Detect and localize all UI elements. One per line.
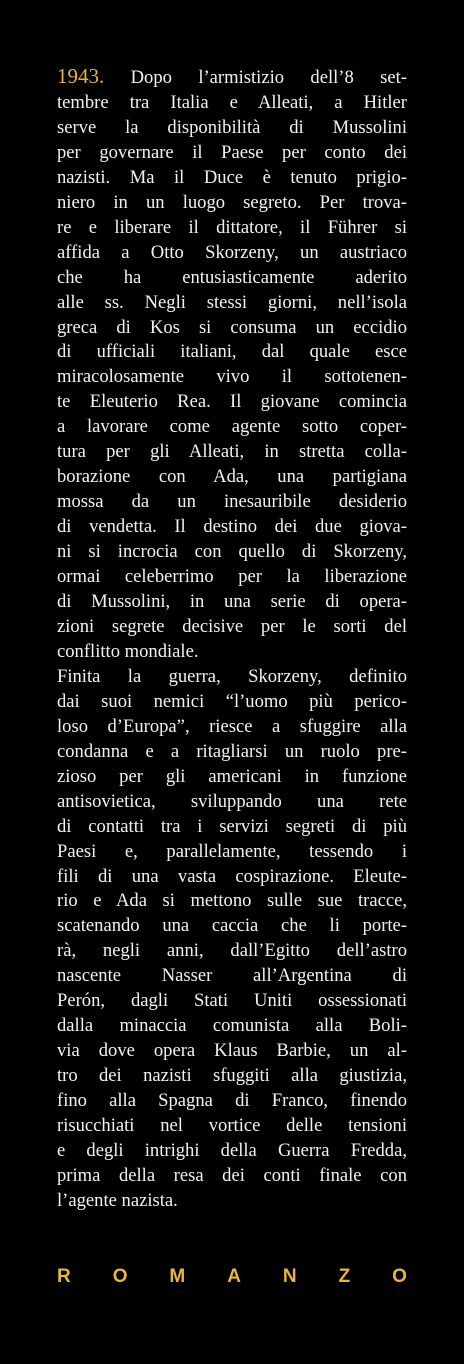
synopsis-line: di ufficiali italiani, dal quale esce [57,341,407,363]
synopsis-line: zioso per gli americani in funzione [57,765,407,787]
synopsis-line: re e liberare il dittatore, il Führer si [57,216,407,238]
year-label: 1943. [57,64,105,88]
synopsis-line: conflitto mondiale. [57,640,199,662]
synopsis-line: di Mussolini, in una serie di opera- [57,591,407,613]
synopsis-paragraph-2 [57,665,407,1214]
genre-letter: O [112,1266,128,1287]
synopsis-line: serve la disponibilità di Mussolini [57,116,407,138]
synopsis-line: miracolosamente vivo il sottotenen- [57,366,407,388]
synopsis-line: greca di Kos si consuma un eccidio [57,316,407,338]
synopsis-line: loso d’Europa”, riesce a sfuggire alla [57,715,407,737]
synopsis-line: condanna e a ritagliarsi un ruolo pre- [57,740,407,762]
synopsis-line: nazisti. Ma il Duce è tenuto prigio- [57,166,407,188]
synopsis-line: antisovietica, sviluppando una rete [57,790,407,812]
synopsis-line: di contatti tra i servizi segreti di più [57,815,407,837]
synopsis-paragraph-1 [57,64,407,665]
synopsis-line: zioni segrete decisive per le sorti del [57,615,407,637]
synopsis-line: tro dei nazisti sfuggiti alla giustizia, [57,1065,407,1087]
synopsis-line: nascente Nasser all’Argentina di [57,965,407,987]
synopsis-line: Finita la guerra, Skorzeny, definito [57,665,407,687]
synopsis-line: e degli intrighi della Guerra Fredda, [57,1139,407,1161]
synopsis-line: risucchiati nel vortice delle tensioni [57,1115,407,1137]
synopsis-line: tembre tra Italia e Alleati, a Hitler [57,91,407,113]
synopsis-line: affida a Otto Skorzeny, un austriaco [57,241,407,263]
synopsis-line: Perón, dagli Stati Uniti ossessionati [57,990,407,1012]
genre-letter: Z [338,1266,351,1287]
synopsis-line: ormai celeberrimo per la liberazione [57,566,407,588]
synopsis-line: prima della resa dei conti finale con [57,1164,407,1186]
synopsis-line: mossa da un inesauribile desiderio [57,491,407,513]
genre-letter: N [282,1266,297,1287]
synopsis-line: te Eleuterio Rea. Il giovane comincia [57,391,407,413]
synopsis-line: alle ss. Negli stessi giorni, nell’isola [57,291,407,313]
genre-letter: R [57,1266,71,1287]
synopsis-line: 1943. Dopo l’armistizio dell’8 set- [57,64,407,88]
genre-label-romanzo [57,1266,407,1288]
genre-letter: A [227,1266,241,1287]
synopsis-line: ni si incrocia con quello di Skorzeny, [57,541,407,563]
synopsis-line: fino alla Spagna di Franco, finendo [57,1090,407,1112]
synopsis-line: Paesi e, parallelamente, tessendo i [57,840,407,862]
synopsis-line: dalla minaccia comunista alla Boli- [57,1015,407,1037]
synopsis-line: per governare il Paese per conto dei [57,141,407,163]
synopsis-line: niero in un luogo segreto. Per trova- [57,191,407,213]
synopsis-line: dai suoi nemici “l’uomo più perico- [57,690,407,712]
genre-letter: O [392,1266,407,1287]
synopsis-text [57,64,407,1214]
genre-letter: M [169,1266,186,1287]
synopsis-line: rio e Ada si mettono sulle sue tracce, [57,890,407,912]
synopsis-line: a lavorare come agente sotto coper- [57,416,407,438]
synopsis-line: scatenando una caccia che li porte- [57,915,407,937]
synopsis-line: l’agente nazista. [57,1189,178,1211]
synopsis-line: fili di una vasta cospirazione. Eleute- [57,865,407,887]
synopsis-line: rà, negli anni, dall’Egitto dell’astro [57,940,407,962]
synopsis-line: tura per gli Alleati, in stretta colla- [57,441,407,463]
synopsis-line: di vendetta. Il destino dei due giova- [57,516,407,538]
synopsis-line: borazione con Ada, una partigiana [57,466,407,488]
synopsis-line: che ha entusiasticamente aderito [57,266,407,288]
synopsis-line: via dove opera Klaus Barbie, un al- [57,1040,407,1062]
